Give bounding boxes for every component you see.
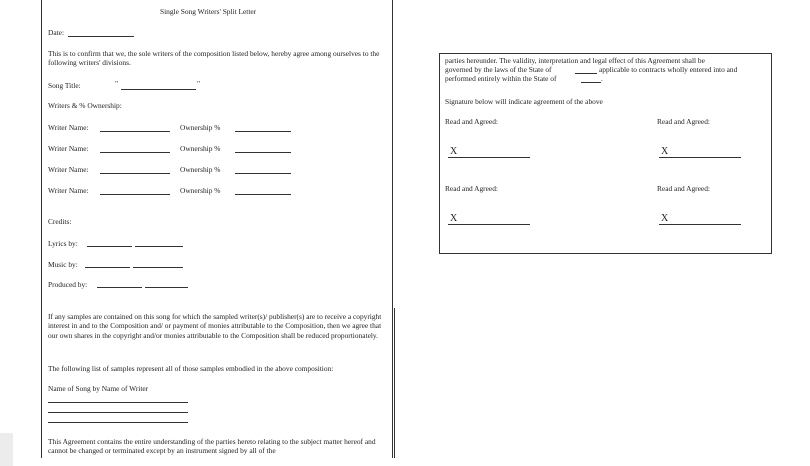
date-field[interactable] (68, 36, 134, 37)
ownership-label: Ownership % (180, 144, 221, 153)
music-field-a[interactable] (85, 267, 130, 268)
state-field[interactable] (575, 73, 597, 74)
samples-name-heading: Name of Song by Name of Writer (48, 384, 149, 393)
signature-intro: Signature below will indicate agreement of the above (445, 97, 603, 106)
governing-law-line-3-end: . (601, 74, 603, 83)
agreement-paragraph-start: This Agreement contains the entire understanding of the parties hereto relating to the subject matter hereof and cannot be changed or terminated except by an instrument signed by all of the (48, 437, 376, 456)
song-title-field[interactable] (121, 89, 196, 90)
signature-field[interactable] (659, 224, 741, 225)
ownership-label: Ownership % (180, 165, 221, 174)
lyrics-field-b[interactable] (135, 246, 183, 247)
ownership-label: Ownership % (180, 123, 221, 132)
ownership-label: Ownership % (180, 186, 221, 195)
ownership-field[interactable] (235, 173, 291, 174)
governing-law-line-3: performed entirely within the State of (445, 74, 557, 83)
read-agreed-label: Read and Agreed: (657, 117, 710, 126)
signature-x-mark: X (661, 146, 669, 157)
writer-name-label: Writer Name: (48, 165, 89, 174)
writer-name-field[interactable] (100, 173, 170, 174)
signature-x-mark: X (450, 213, 458, 224)
state-field-2[interactable] (581, 82, 601, 83)
governing-law-line-1: parties hereunder. The validity, interpretation and legal effect of this Agreement shall be (445, 56, 705, 65)
writer-name-field[interactable] (100, 131, 170, 132)
signature-field[interactable] (448, 224, 530, 225)
intro-paragraph: This is to confirm that we, the sole writers of the composition listed below, hereby agree among ourselves to the following writers' divisions. (48, 49, 380, 68)
sample-entry-field[interactable] (48, 412, 188, 413)
writer-name-label: Writer Name: (48, 144, 89, 153)
music-label: Music by: (48, 260, 78, 269)
ownership-field[interactable] (235, 194, 291, 195)
governing-law-line-2a: governed by the laws of the State of (445, 65, 552, 74)
signature-field[interactable] (448, 157, 530, 158)
writer-name-field[interactable] (100, 152, 170, 153)
produced-field-a[interactable] (97, 287, 142, 288)
lyrics-field-a[interactable] (87, 246, 132, 247)
music-field-b[interactable] (133, 267, 183, 268)
lyrics-label: Lyrics by: (48, 239, 78, 248)
sample-entry-field[interactable] (48, 402, 188, 403)
date-label: Date: (48, 28, 65, 37)
samples-list-intro: The following list of samples represent all of those samples embodied in the above composition: (48, 364, 334, 373)
ownership-field[interactable] (235, 152, 291, 153)
sample-entry-field[interactable] (48, 422, 188, 423)
page-corner-marker (0, 433, 13, 466)
writers-heading: Writers & % Ownership: (48, 101, 122, 110)
signature-x-mark: X (450, 146, 458, 157)
ownership-field[interactable] (235, 131, 291, 132)
governing-law-line-2b: applicable to contracts wholly entered into and (599, 65, 738, 74)
song-title-label: Song Title: (48, 81, 81, 90)
letter-title: Single Song Writers' Split Letter (160, 7, 257, 16)
writer-name-label: Writer Name: (48, 123, 89, 132)
signature-field[interactable] (659, 157, 741, 158)
song-title-quote-open: " (115, 79, 119, 88)
writer-name-field[interactable] (100, 194, 170, 195)
song-title-quote-close: " (197, 79, 201, 88)
credits-label: Credits: (48, 217, 72, 226)
produced-field-b[interactable] (145, 287, 188, 288)
signature-x-mark: X (661, 213, 669, 224)
read-agreed-label: Read and Agreed: (445, 117, 498, 126)
read-agreed-label: Read and Agreed: (445, 184, 498, 193)
produced-label: Produced by: (48, 280, 88, 289)
writer-name-label: Writer Name: (48, 186, 89, 195)
read-agreed-label: Read and Agreed: (657, 184, 710, 193)
samples-paragraph: If any samples are contained on this song for which the sampled writer(s)/ publisher(s) are to receive a copyright interest in and to the Composition and/ or payment of monies attributable to the Composition, then we agree that our own shares in the copyright and/or monies attributable to the Composition shall be reduced proportionately. (48, 312, 382, 340)
